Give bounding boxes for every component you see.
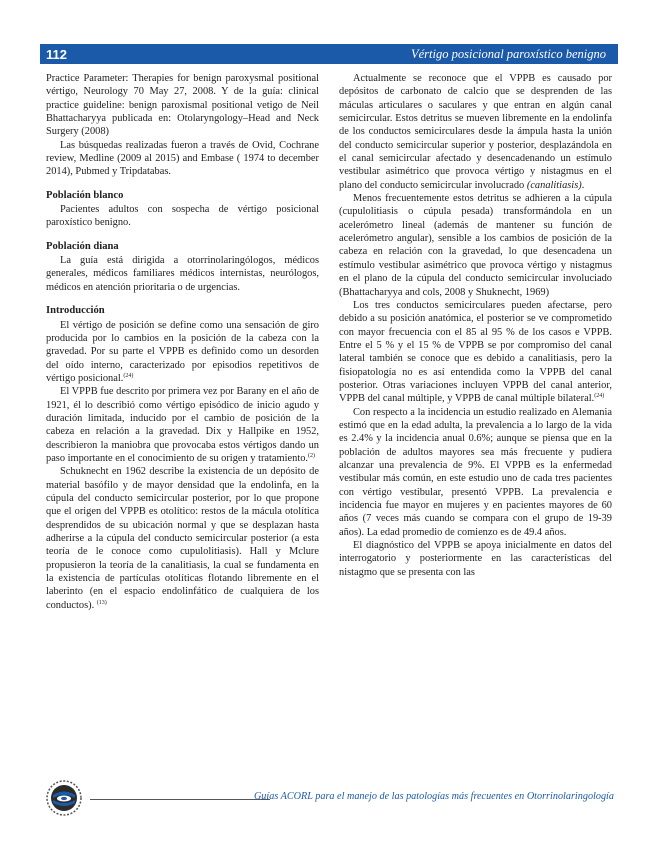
search-paragraph: Las búsquedas realizadas fueron a través de Ovid, Cochrane review, Medline (2009 al 2015) and Embase ( 1974 to december 2014), Pubmed y Tripdatabas. [46,139,319,178]
body-columns [46,72,612,752]
heading-poblacion-diana: Población diana [46,240,119,252]
intro-paragraph-1: El vértigo de posición se define como una sensación de giro producida por lo cambios en la posición de la cabeza con la gravedad. Por su parte el VPPB es definido como un desorden del oído interno, caracterizado por episodios repetitivos de vértigo posicional.$^{(24)}$ [46,319,319,384]
heading-poblacion-blanco: Población blanco [46,189,124,201]
canalitiasis-term: (canalitiasis) [526,179,582,191]
heading-introduccion: Introducción [46,305,105,317]
pathophysiology-paragraph-1: Actualmente se reconoce que el VPPB es causado por depósitos de carbonato de calcio que se desprenden de las máculas articulares o saculares y que entran en algún canal semicircular. Estos detritus se mueven libremente en la endolinfa de los conductos semicirculares desde la ámpula hasta la unión del conducto semicircular superior y posterior, desplazándola en el canal semicircular afectado y desencadenando un estímulo vestibular asimétrico que provoca vértigo y nistagmus en el plano del conducto semicircular involucrado (canalitiasis). [339,73,612,191]
running-title: Vértigo posicional paroxístico benigno [410,46,606,61]
poblacion-diana-paragraph: La guía está dirigida a otorrinolaringólogos, médicos generales, médicos familiares médicos internistas, neurólogos, médicos en atención prioritaria o de urgencias. [46,255,319,293]
page-number: 112 [46,46,67,62]
right-column [339,72,612,752]
intro-paragraph-2: El VPPB fue descrito por primera vez por Barany en el año de 1921, él lo describió como vértigo episódico de inicio agudo y duración limitada, inducido por el cambio de posición de la cabeza en relación a la gravedad. Dix y Hallpike en 1952, describieron la maniobra que provocaba estos vértigos dando un paso importante en el conocimiento de su origen y tratamiento.$^{(2)}$ [46,386,319,464]
intro-paragraph-3: Schuknecht en 1962 describe la existencia de un depósito de material basófilo y de mayor densidad que la endolinfa, en la cúpula del conducto semicircular posterior, por lo que propone que el origen del VPPB es otolítico: restos de la mácula otolítica desprendidos de su ubicación normal y que se desplazan hasta adherirse a la cúpula del conducto semicircular posterior (a esta teoría de le conoce como cupulolitiasis). Hall y Mclure propusieron la teoría de la canalitiasis, la cual se fundamenta en la existencia de partículas otolíticas flotando libremente en el laberinto (en el espacio endolinfático de cualquiera de los conductos). $^{(13)}$ [46,466,319,611]
diagnosis-paragraph: El diagnóstico del VPPB se apoya inicialmente en datos del interrogatorio y posteriormente en las características del nistagmo que se presenta con las [339,540,612,578]
citation-ref: (24) [594,393,605,400]
incidence-paragraph: Con respecto a la incidencia un estudio realizado en Alemania estimó que en la edad adulta, la prevalencia a lo largo de la vida es 2.4% y la incidencia anual 0.6%; aunque se piensa que en la población de adultos mayores sea más frecuente y pudiera alcanzar una prevalencia de 9%. El VPPB es la enfermedad vestibular más común, en este estudio uno de cada tres pacientes con vértigo vestibular, presentó VPPB. La prevalencia e incidencia fue mayor en mujeres y en pacientes mayores de 60 años (7 veces más cuando se compara con el grupo de 19-39 años). La edad promedio de comienzo es de 49.4 años. [339,406,612,538]
citation-ref: (2) [308,452,315,459]
poblacion-blanco-paragraph: Pacientes adultos con sospecha de vértigo posicional paroxístico benigno. [46,204,319,229]
pathophysiology-paragraph-2: Menos frecuentemente estos detritus se adhieren a la cúpula (cupulolitiasis o cúpula pesada) transformándola en un acelerómetro lineal (además de mantener su función de acelerómetro angular), sensible a los cambios de posición de la cabeza en relación con la gravedad, lo que desencadena un estímulo vestibular asimétrico que provoca vértigo y nistagmus en el plano de la cúpula del conducto semicircular involuciado (Bhattacharyya and cols, 2008 y Shuknecht, 1969) [339,193,612,298]
page-header [40,44,618,64]
left-column [46,72,319,752]
citation-ref: (13) [96,599,107,606]
canals-paragraph: Los tres conductos semicirculares pueden afectarse, pero debido a su posición anatómica, el posterior se ve comprometido con mayor frecuencia con el 85 al 95 % de los casos e VPPB. Entre el 5 % y el 15 % de VPPB se por compromiso del canal lateral también se conoce que es debido a canalitiasis, pero la fisiopatología no es así entendida como la VPPB del canal posterior. Otras variaciones incluyen VPPB del canal anterior, VPPB del canal múltiple, y VPPB de canal múltiple bilateral.$^{(24)}$ [339,299,612,405]
reference-paragraph: Practice Parameter: Therapies for benign paroxysmal positional vértigo, Neurology 70 May 27, 2008. Y de la guía: clinical practice guideline: benign paroxismal positional vetigo de Neil Bhattacharyya publicada en: Otolaryngology–Head and Neck Surgery (2008) [46,73,319,138]
page-footer [40,778,618,822]
footer-rule [90,799,270,800]
footer-text: Guías ACORL para el manejo de las patologías más frecuentes en Otorrinolaringología [253,791,614,802]
citation-ref: (24) [123,372,134,379]
acorl-logo-icon [46,780,82,816]
